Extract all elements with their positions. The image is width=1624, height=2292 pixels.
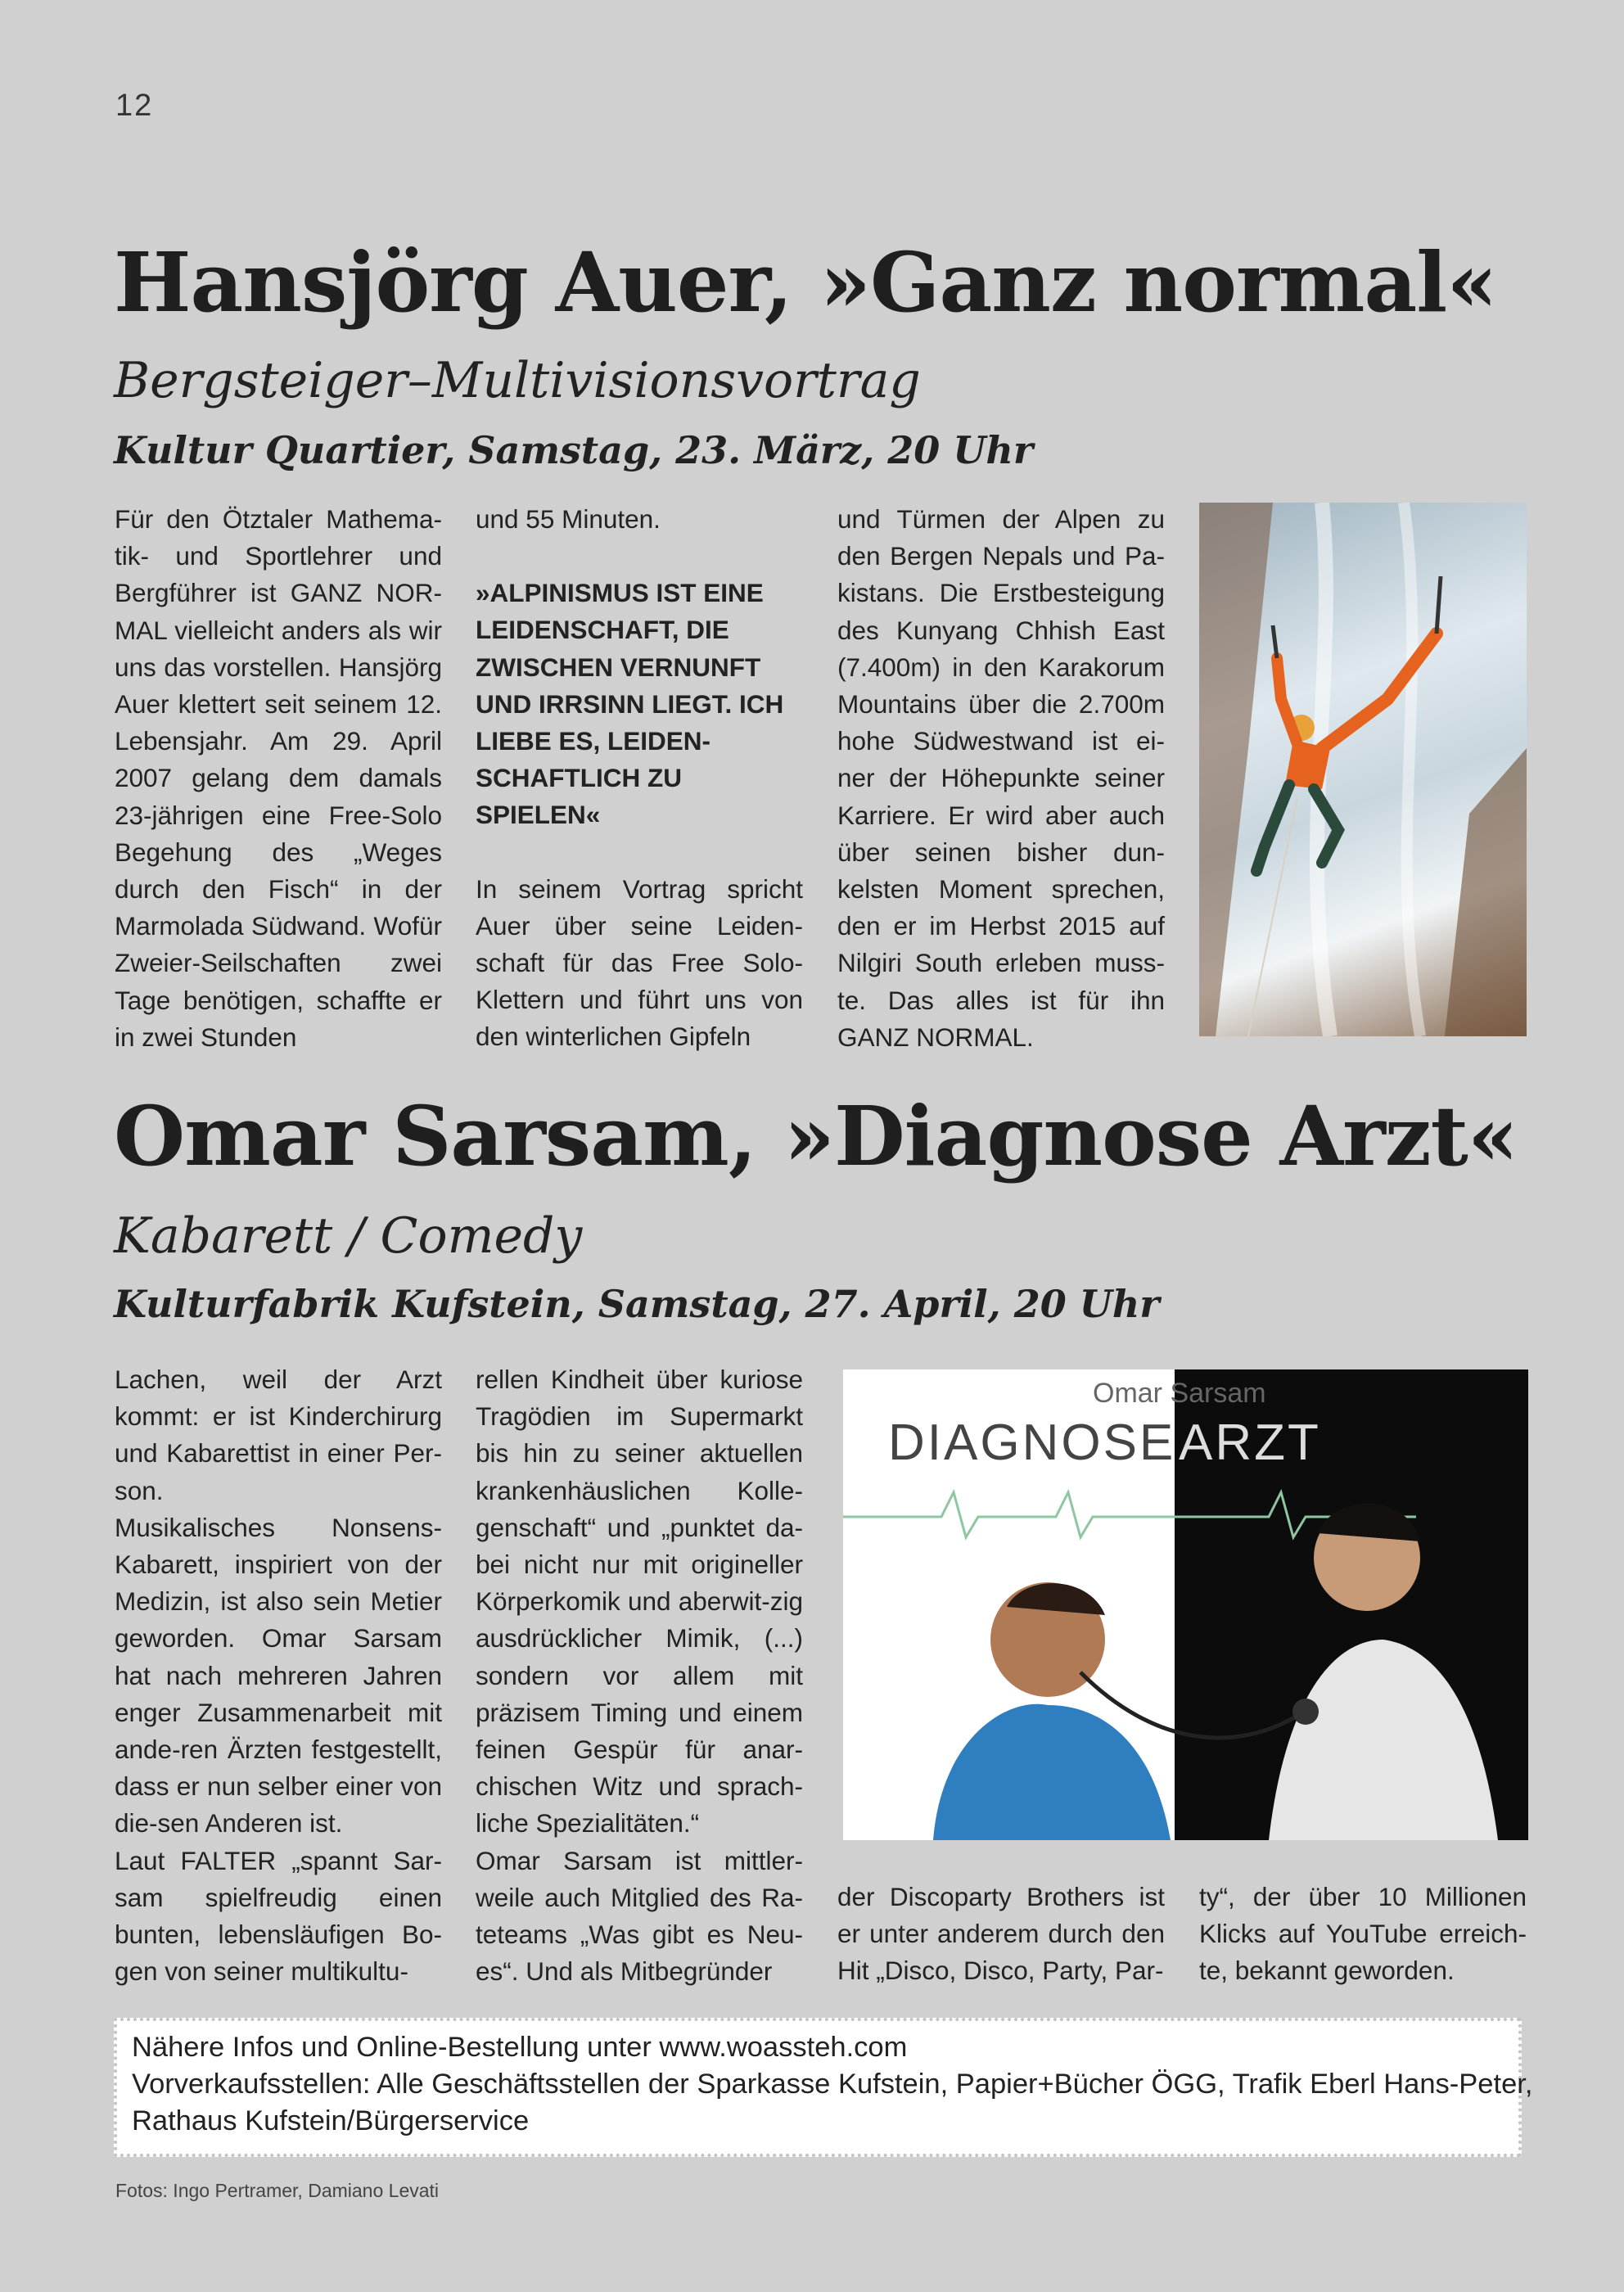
- article-1-subtitle: Bergsteiger–Multivisionsvortrag: [114, 352, 921, 409]
- poster-name: Omar Sarsam: [1093, 1378, 1266, 1409]
- article-2-column-4: [1199, 1879, 1527, 1990]
- article-1-title: Hansjörg Auer, »Ganz normal«: [114, 234, 1497, 331]
- climber-photo: [1199, 503, 1527, 1036]
- info-line-2: Vorverkaufsstellen: Alle Geschäftsstellen der Sparkasse Kufstein, Papier+Bücher ÖGG, Trafik Eberl Hans-Peter,: [132, 2069, 1533, 2100]
- diagnose-arzt-poster: [843, 1369, 1528, 1840]
- article-1-col1-text: Für den Ötztaler Mathema-tik- und Sportlehrer und Bergführer ist GANZ NOR-MAL vielleicht anders als wir uns das vorstellen. Hansjörg Auer klettert seit seinem 12. Lebensjahr. Am 29. April 2007 gelang dem damals 23-jährigen eine Free-Solo Begehung des „Weges durch den Fisch“ in der Marmolada Südwand. Wofür Zweier-Seilschaften zwei Tage benötigen, schaffte er in zwei Stunden: [115, 504, 442, 1052]
- article-2-column-2: [476, 1361, 803, 1990]
- article-1-column-1: [115, 501, 442, 1056]
- article-2-col4-text: ty“, der über 10 Millionen Klicks auf YouTube erreich-te, bekannt geworden.: [1199, 1882, 1527, 1986]
- photo-credits: Fotos: Ingo Pertramer, Damiano Levati: [115, 2180, 440, 2201]
- article-1-col2-top: und 55 Minuten.: [476, 504, 661, 534]
- article-2-col1-p3: Laut FALTER „spannt Sar-sam spielfreudig einen bunten, lebensläufigen Bo-gen von seiner multikultu-: [115, 1845, 442, 1987]
- article-1-event: Kultur Quartier, Samstag, 23. März, 20 Uhr: [114, 428, 1034, 472]
- article-2-col1-p1: Lachen, weil der Arzt kommt: er ist Kinderchirurg und Kabarettist in einer Per-son.: [115, 1365, 442, 1505]
- info-line-1: Nähere Infos und Online-Bestellung unter www.woassteh.com: [132, 2032, 908, 2063]
- article-1-column-3: [837, 501, 1165, 1056]
- article-2-col2-p1: rellen Kindheit über kuriose Tragödien im Supermarkt bis hin zu seiner aktuellen krankenhäuslichen Kolle-genschaft“ und „punktet da-bei nicht nur mit origineller Körperkomik und aberwit-zig ausdrücklicher Mimik, (...) sondern vor allem mit präzisem Timing und einem feinen Gespür für anar-chischen Witz und sprach-liche Spezialitäten.“: [476, 1365, 803, 1839]
- article-2-title: Omar Sarsam, »Diagnose Arzt«: [114, 1088, 1518, 1184]
- article-1-col2-bottom: In seinem Vortrag spricht Auer über seine Leiden-schaft für das Free Solo-Klettern und führt uns von den winterlichen Gipfeln: [476, 873, 803, 1052]
- info-box: [114, 2018, 1533, 2157]
- article-2-col3-text: der Discoparty Brothers ist er unter anderem durch den Hit „Disco, Disco, Party, Par-: [837, 1882, 1165, 1986]
- article-2-col1-p2: Musikalisches Nonsens-Kabarett, inspiriert von der Medizin, ist also sein Metier geworden. Omar Sarsam hat nach mehreren Jahren enger Zusammenarbeit mit ande-ren Ärzten festgestellt, dass er nun selber einer von die-sen Anderen ist.: [115, 1512, 442, 1839]
- article-2-column-1: [115, 1361, 442, 1990]
- article-2-col2-p2: Omar Sarsam ist mittler-weile auch Mitglied des Ra-teteams „Was gibt es Neu-es“. Und als Mitbegründer: [476, 1845, 803, 1987]
- page-number: 12: [115, 88, 154, 123]
- info-line-3: Rathaus Kufstein/Bürgerservice: [132, 2105, 530, 2136]
- article-1-column-2: [476, 501, 803, 1056]
- ice-climber-illustration: [1199, 503, 1527, 1036]
- article-1-col3-text: und Türmen der Alpen zu den Bergen Nepals und Pa-kistans. Die Erstbesteigung des Kunyang Chhish East (7.400m) in den Karakorum Mountains über die 2.700m hohe Südwestwand ist ei-ner der Höhepunkte seiner Karriere. Er wird aber auch über seinen bisher dun-kelsten Moment sprechen, den er im Herbst 2015 auf Nilgiri South erleben muss-te. Das alles ist für ihn GANZ NORMAL.: [837, 504, 1165, 1052]
- article-1-pull-quote: »ALPINISMUS IST EINE LEIDENSCHAFT, DIE ZWISCHEN VERNUNFT UND IRRSINN LIEGT. ICH LIEBE ES, LEIDEN-SCHAFTLICH ZU SPIELEN«: [476, 578, 784, 830]
- poster-word-arzt: ARZT: [1179, 1414, 1321, 1471]
- article-2-event: Kulturfabrik Kufstein, Samstag, 27. April, 20 Uhr: [114, 1282, 1160, 1326]
- poster-word-diagnose: DIAGNOSE: [888, 1414, 1176, 1471]
- article-2-subtitle: Kabarett / Comedy: [114, 1207, 583, 1265]
- article-2-column-3: [837, 1879, 1165, 1990]
- poster-illustration: [843, 1369, 1528, 1840]
